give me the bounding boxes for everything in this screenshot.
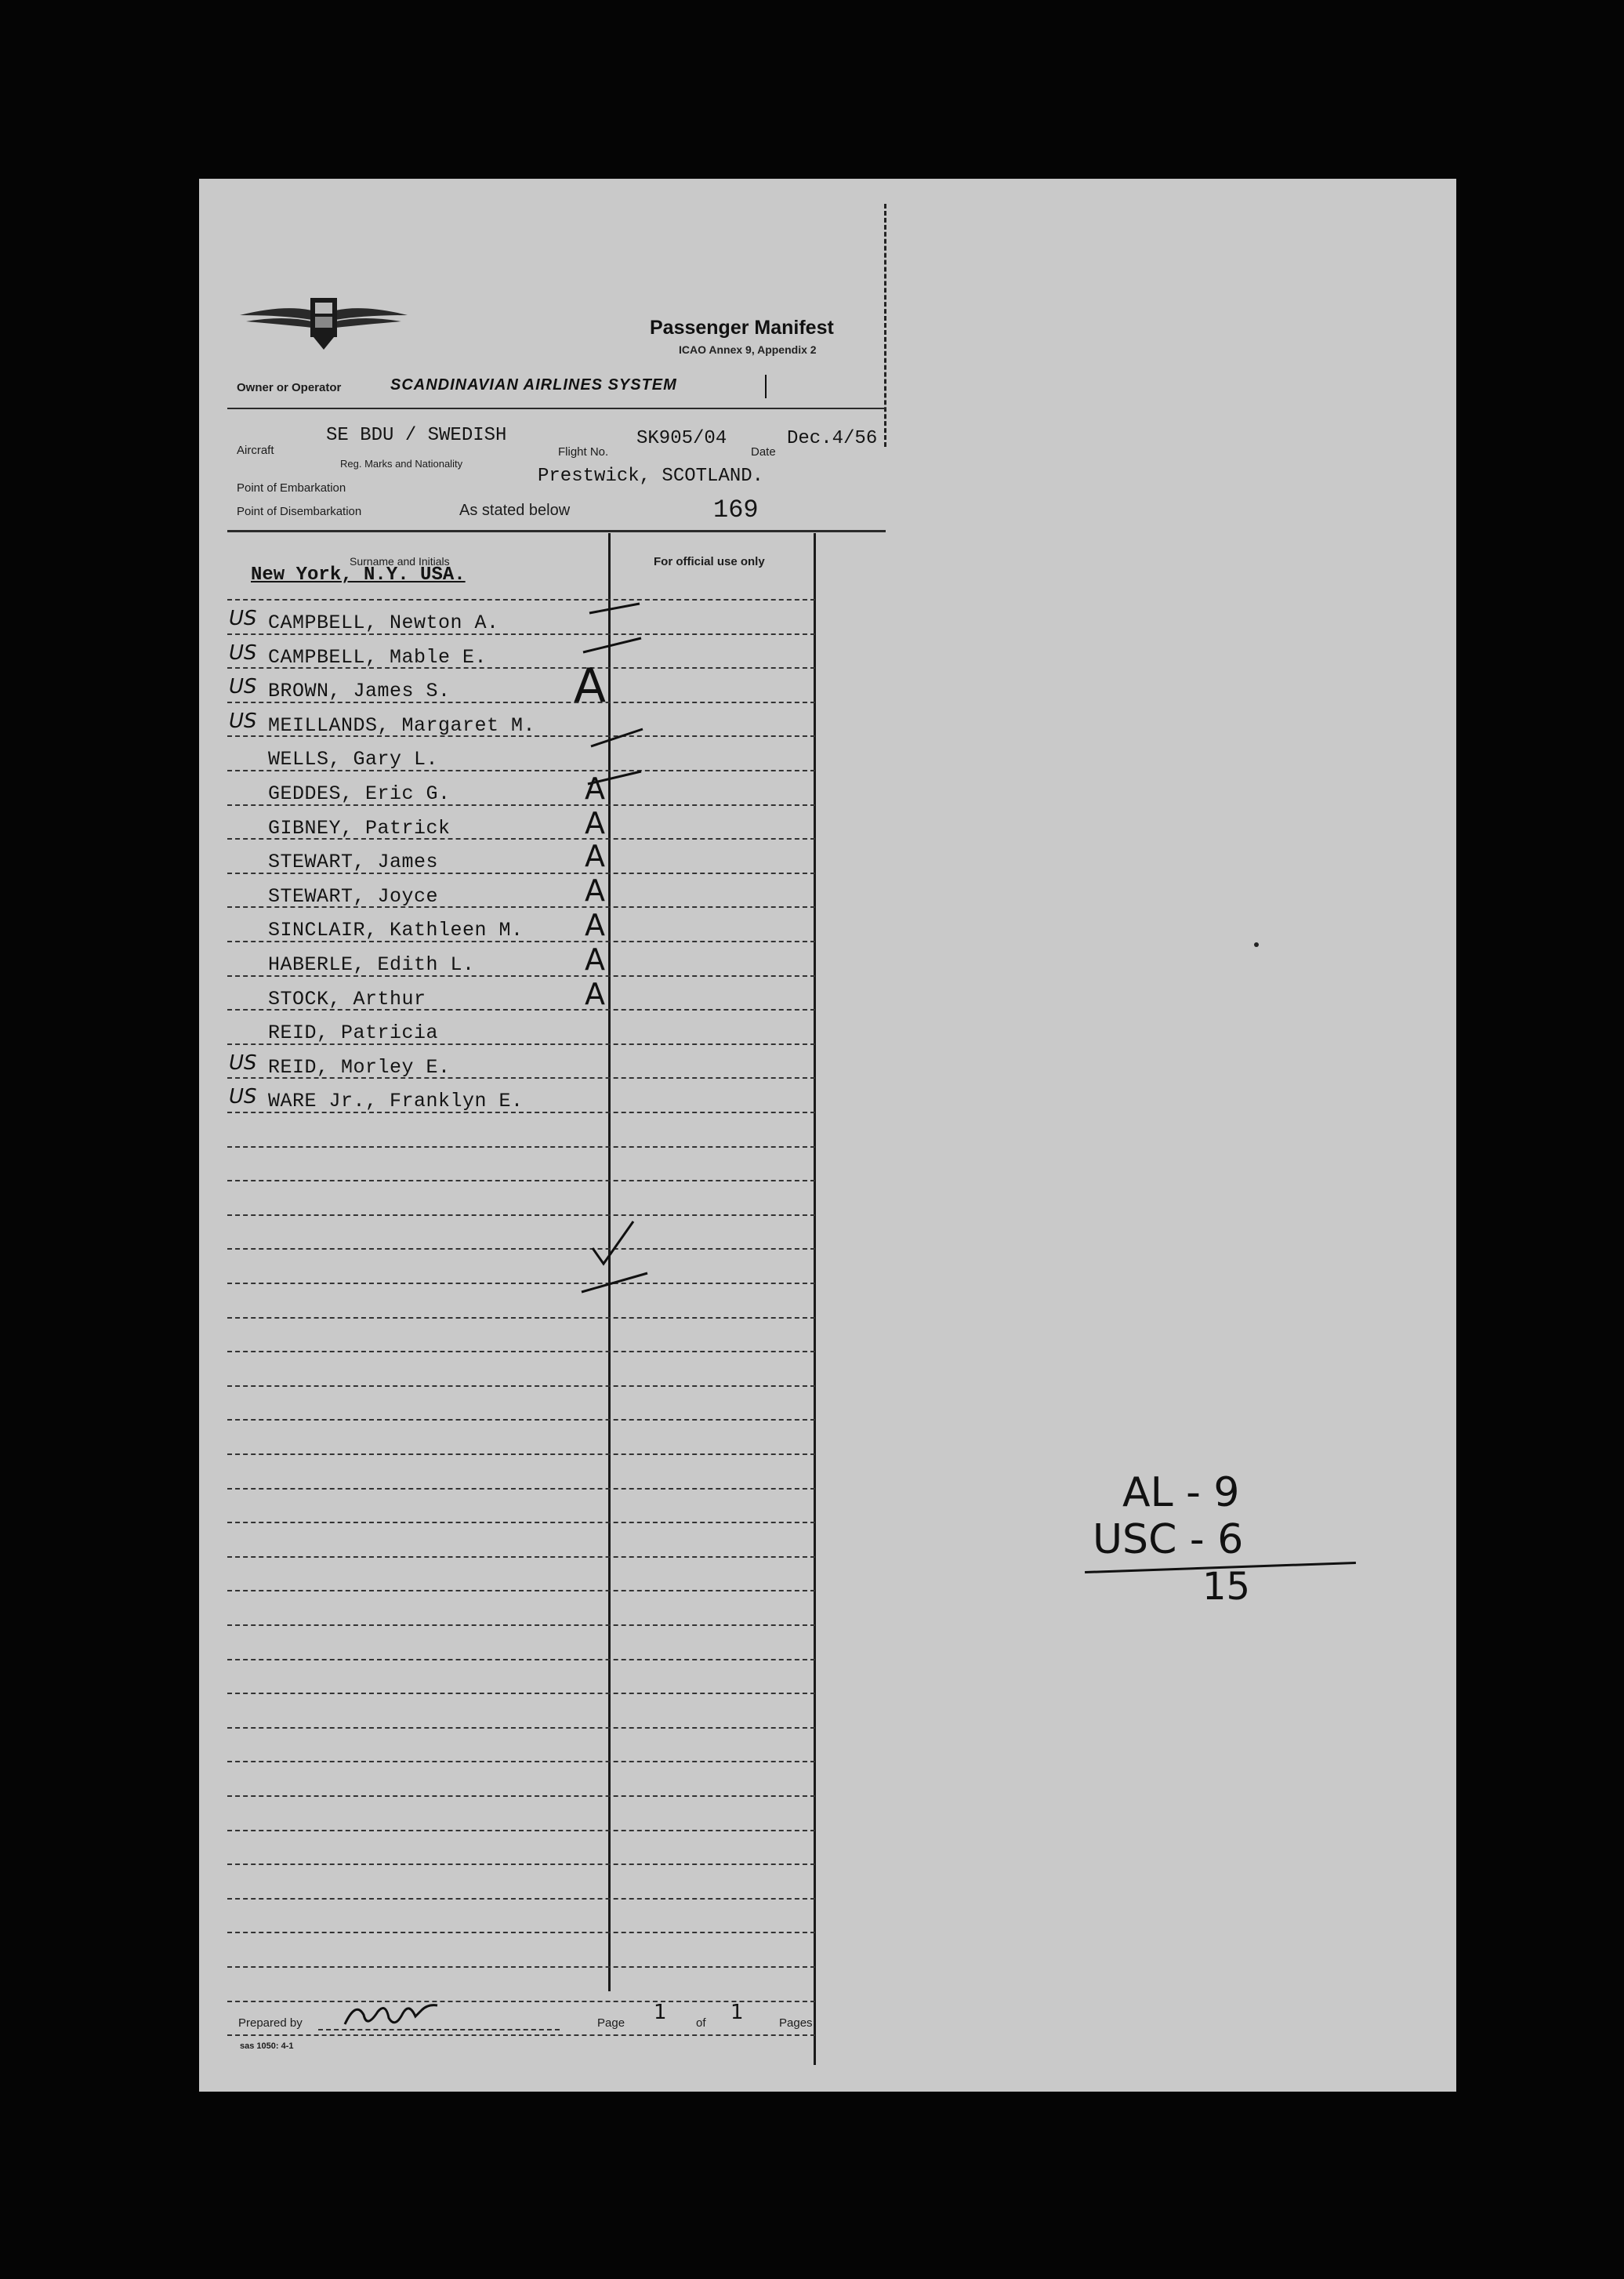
preparer-signature xyxy=(340,1998,442,2032)
passenger-name: BROWN, James S. xyxy=(268,680,451,703)
ruled-line xyxy=(227,1795,815,1797)
ruled-line xyxy=(227,1488,815,1490)
official-mark: A xyxy=(585,977,605,1011)
official-mark: A xyxy=(585,942,605,977)
ruled-line xyxy=(227,1590,815,1591)
flight-label: Flight No. xyxy=(558,445,609,459)
header-bottom-rule xyxy=(227,530,886,532)
names-column-header: Surname and Initials xyxy=(350,555,450,568)
date-label: Date xyxy=(751,445,776,459)
stamp-number: 169 xyxy=(713,495,759,524)
ruled-line xyxy=(227,1966,815,1968)
tally-line-1: AL - 9 xyxy=(1122,1469,1240,1516)
embark-value: Prestwick, SCOTLAND. xyxy=(538,466,764,487)
ruled-line xyxy=(227,1351,815,1352)
passenger-prefix: US xyxy=(229,1085,257,1109)
reg-marks-label: Reg. Marks and Nationality xyxy=(340,458,463,470)
passenger-name: MEILLANDS, Margaret M. xyxy=(268,713,536,737)
flight-value: SK905/04 xyxy=(636,428,727,449)
ruled-line xyxy=(227,1556,815,1558)
ruled-line xyxy=(227,1283,815,1284)
passenger-name: REID, Patricia xyxy=(268,1022,439,1045)
page-total: 1 xyxy=(730,2001,744,2024)
passenger-name: STOCK, Arthur xyxy=(268,987,426,1011)
ruled-line xyxy=(227,2001,815,2002)
owner-handmark xyxy=(765,375,767,398)
official-mark: A xyxy=(585,908,605,942)
ruled-line xyxy=(227,1863,815,1865)
ruled-line xyxy=(227,1761,815,1762)
aircraft-label: Aircraft xyxy=(237,444,274,457)
ruled-line xyxy=(227,1214,815,1216)
ruled-line xyxy=(227,1932,815,1933)
speck xyxy=(1254,942,1259,947)
passenger-name: SINCLAIR, Kathleen M. xyxy=(268,919,524,942)
passenger-prefix: US xyxy=(229,709,257,733)
passenger-prefix: US xyxy=(229,675,257,699)
ruled-line xyxy=(227,1522,815,1523)
official-mark: A xyxy=(585,873,605,908)
ruled-line xyxy=(227,1727,815,1729)
passenger-name: GEDDES, Eric G. xyxy=(268,782,451,805)
passenger-name: STEWART, Joyce xyxy=(268,884,439,908)
passenger-name: CAMPBELL, Mable E. xyxy=(268,645,488,669)
ruled-line xyxy=(227,1453,815,1455)
ruled-line xyxy=(227,1146,815,1148)
page-number: 1 xyxy=(654,2001,667,2024)
passenger-name: REID, Morley E. xyxy=(268,1055,451,1079)
passenger-name: GIBNEY, Patrick xyxy=(268,816,451,840)
date-value: Dec.4/56 xyxy=(787,428,878,449)
official-mark: A xyxy=(574,659,607,713)
official-mark: A xyxy=(585,771,605,806)
ruled-line xyxy=(227,1317,815,1319)
ruled-line xyxy=(227,599,815,601)
passenger-name: STEWART, James xyxy=(268,851,439,874)
page-label: Page xyxy=(597,2016,625,2030)
tally-line-2: USC - 6 xyxy=(1093,1516,1244,1563)
ruled-line xyxy=(227,1248,815,1250)
official-mark: A xyxy=(585,806,605,840)
embark-label: Point of Embarkation xyxy=(237,481,346,495)
pages-label: Pages xyxy=(779,2016,813,2030)
ruled-line xyxy=(227,1180,815,1181)
official-mark: A xyxy=(585,839,605,873)
official-strokes xyxy=(575,590,662,1295)
destination: New York, N.Y. USA. xyxy=(251,564,466,586)
ruled-line xyxy=(227,1624,815,1626)
owner-rule xyxy=(227,408,886,409)
passenger-name: WELLS, Gary L. xyxy=(268,748,439,771)
disembark-value: As stated below xyxy=(459,502,571,519)
passenger-name: HABERLE, Edith L. xyxy=(268,953,475,976)
manifest-sheet xyxy=(199,179,1456,2092)
owner-label: Owner or Operator xyxy=(237,381,342,394)
passenger-prefix: US xyxy=(229,641,257,665)
sas-wings-logo xyxy=(237,292,411,354)
owner-value: SCANDINAVIAN AIRLINES SYSTEM xyxy=(390,376,677,394)
passenger-name: CAMPBELL, Newton A. xyxy=(268,611,499,634)
form-code: sas 1050: 4-1 xyxy=(240,2041,294,2051)
aircraft-value: SE BDU / SWEDISH xyxy=(326,425,507,446)
of-label: of xyxy=(696,2016,706,2030)
right-column-border xyxy=(814,533,816,2065)
passenger-name: WARE Jr., Franklyn E. xyxy=(268,1090,524,1113)
disembark-label: Point of Disembarkation xyxy=(237,505,362,518)
ruled-line xyxy=(227,1830,815,1831)
tally-total: 15 xyxy=(1202,1565,1251,1609)
ruled-line xyxy=(227,2034,815,2036)
prepared-by-label: Prepared by xyxy=(238,2016,303,2030)
ruled-line xyxy=(227,1693,815,1694)
form-subtitle: ICAO Annex 9, Appendix 2 xyxy=(679,343,817,356)
passenger-prefix: US xyxy=(229,1051,257,1075)
ruled-line xyxy=(227,1898,815,1900)
ruled-line xyxy=(227,1385,815,1387)
form-title: Passenger Manifest xyxy=(650,317,834,339)
official-column-header: For official use only xyxy=(654,555,765,568)
passenger-prefix: US xyxy=(229,607,257,630)
ruled-line xyxy=(227,1659,815,1660)
ruled-line xyxy=(227,1419,815,1421)
header-right-border xyxy=(884,204,886,447)
